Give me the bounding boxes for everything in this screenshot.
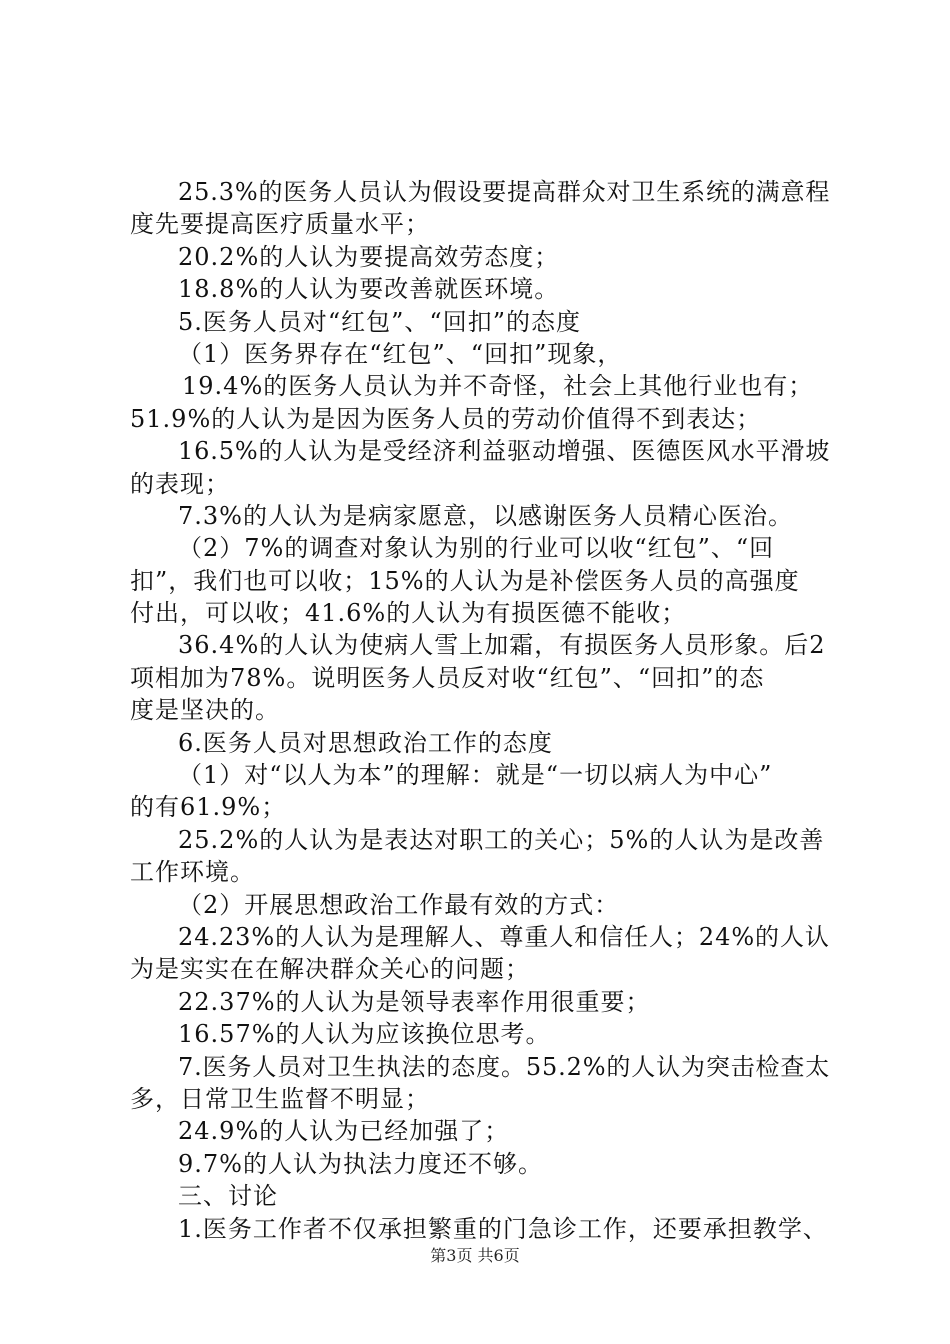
text-line: 25.2%的人认为是表达对职工的关心；5%的人认为是改善 (178, 825, 825, 854)
document-body (130, 176, 830, 1245)
text-line: 51.9%的人认为是因为医务人员的劳动价值得不到表达； (130, 404, 762, 433)
text-line: 22.37%的人认为是领导表率作用很重要； (178, 987, 651, 1016)
text-line: 24.9%的人认为已经加强了； (178, 1117, 510, 1146)
text-line: 付出，可以收；41.6%的人认为有损医德不能收； (130, 599, 687, 628)
text-line: 扣”，我们也可以收；15%的人认为是补偿医务人员的高强度 (130, 566, 800, 595)
page-footer: 第3页 共6页 (430, 1246, 520, 1265)
text-line: 度先要提高医疗质量水平； (130, 210, 430, 239)
text-line: 18.8%的人认为要改善就医环境。 (178, 275, 560, 304)
text-line: 9.7%的人认为执法力度还不够。 (178, 1149, 543, 1178)
text-line: 多，日常卫生监督不明显； (130, 1084, 430, 1113)
text-line: 19.4%的医务人员认为并不奇怪，社会上其他行业也有； (182, 372, 814, 401)
text-line: 三、讨论 (178, 1182, 278, 1211)
text-line: 36.4%的人认为使病人雪上加霜，有损医务人员形象。后2 (178, 631, 826, 660)
text-line: 20.2%的人认为要提高效劳态度； (178, 242, 560, 271)
text-line: 16.57%的人认为应该换位思考。 (178, 1020, 551, 1049)
text-line: 16.5%的人认为是受经济利益驱动增强、医德医风水平滑坡 (178, 437, 831, 466)
text-line: 工作环境。 (130, 858, 255, 887)
text-line: （2）7%的调查对象认为别的行业可以收“红包”、“回 (178, 534, 775, 563)
text-line: 为是实实在在解决群众关心的问题； (130, 955, 530, 984)
text-line: （2）开展思想政治工作最有效的方式： (178, 890, 620, 919)
text-line: 6.医务人员对思想政治工作的态度 (178, 728, 553, 757)
text-line: 25.3%的医务人员认为假设要提高群众对卫生系统的满意程 (178, 178, 831, 206)
text-line: （1）医务界存在“红包”、“回扣”现象， (178, 339, 623, 368)
text-line: 1.医务工作者不仅承担繁重的门急诊工作，还要承担教学、 (178, 1214, 828, 1243)
text-line: 24.23%的人认为是理解人、尊重人和信任人；24%的人认 (178, 922, 830, 951)
text-line: 7.医务人员对卫生执法的态度。55.2%的人认为突击检查太 (178, 1052, 831, 1081)
text-line: 7.3%的人认为是病家愿意，以感谢医务人员精心医治。 (178, 501, 793, 530)
text-line: 度是坚决的。 (130, 696, 280, 725)
text-line: 的有61.9%； (130, 793, 287, 822)
text-line: 5.医务人员对“红包”、“回扣”的态度 (178, 307, 581, 336)
text-line: 的表现； (130, 469, 230, 498)
text-line: 项相加为78%。说明医务人员反对收“红包”、“回扣”的态 (130, 663, 765, 692)
text-line: （1）对“以人为本”的理解：就是“一切以病人为中心” (178, 761, 773, 790)
